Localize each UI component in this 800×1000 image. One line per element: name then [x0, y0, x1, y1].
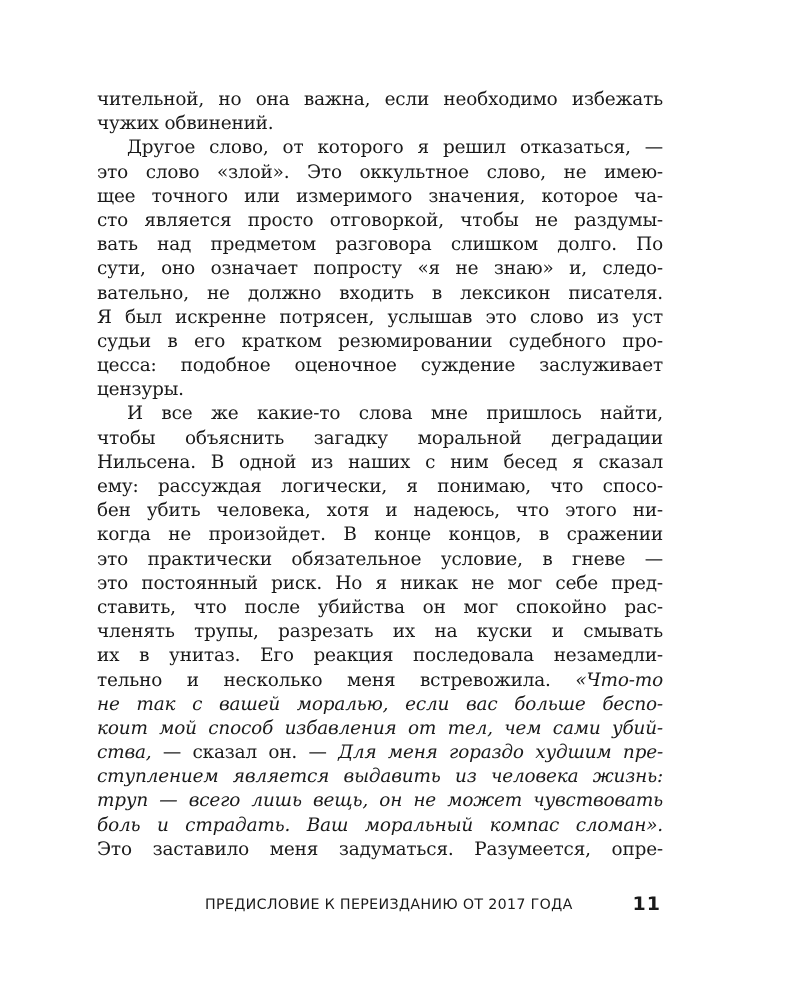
text-line: сто является просто отговоркой, чтобы не раздумы-: [97, 209, 663, 231]
text-line: цензуры.: [97, 379, 184, 401]
text-line: это слово «злой». Это оккультное слово, не имею-: [97, 161, 663, 183]
text-line: чтобы объяснить загадку моральной деградации: [97, 427, 663, 449]
page-number: 11: [632, 893, 661, 915]
italic-quote-line: коит мой способ избавления от тел, чем сами убий-: [97, 717, 663, 739]
text-line: цесса: подобное оценочное суждение заслуживает: [97, 355, 663, 377]
text-line: членять трупы, разрезать их на куски и смывать: [97, 621, 663, 643]
text-segment: — сказал он. —: [162, 742, 327, 764]
italic-quote-line: труп — всего лишь вещь, он не может чувствовать: [97, 790, 663, 812]
running-head: ПРЕДИСЛОВИЕ К ПЕРЕИЗДАНИЮ ОТ 2017 ГОДА: [205, 897, 573, 913]
text-line: ему: рассуждая логически, я понимаю, что спосо-: [97, 476, 663, 497]
italic-quote-segment: Для меня гораздо худшим пре-: [338, 742, 663, 764]
text-line: чительной, но она важна, если необходимо избежать: [97, 89, 663, 110]
text-line: когда не произойдет. В конце концов, в сражении: [97, 524, 663, 546]
body-text: [97, 88, 663, 862]
text-line: чужих обвинений.: [97, 113, 274, 135]
text-line-mixed: [97, 741, 663, 765]
text-line: Нильсена. В одной из наших с ним бесед я сказал: [97, 451, 663, 473]
text-line-mixed: [97, 669, 663, 693]
text-line: ставить, что после убийства он мог спокойно рас-: [97, 596, 663, 618]
page-footer: [205, 893, 665, 921]
italic-quote-segment: ства,: [97, 742, 152, 764]
text-line: вать над предметом разговора слишком долго. По: [97, 234, 663, 256]
italic-quote-line: боль и страдать. Ваш моральный компас сломан».: [97, 814, 663, 836]
text-line: вательно, не должно входить в лексикон писателя.: [97, 282, 663, 304]
paragraph-start-line: И все же какие-то слова мне пришлось найти,: [127, 403, 663, 425]
text-line: судьи в его кратком резюмировании судебного про-: [97, 330, 663, 352]
text-line: Я был искренне потрясен, услышав это слово из уст: [97, 306, 663, 328]
italic-quote-segment: «Что-то: [575, 669, 663, 691]
text-line: бен убить человека, хотя и надеюсь, что этого ни-: [97, 500, 663, 522]
text-segment: тельно и несколько меня встревожила.: [97, 669, 551, 691]
text-line: сути, оно означает попросту «я не знаю» и, следо-: [97, 258, 663, 280]
italic-quote-line: не так с вашей моралью, если вас больше беспо-: [97, 693, 663, 715]
text-line: их в унитаз. Его реакция последовала незамедли-: [97, 645, 663, 667]
text-line: Это заставило меня задуматься. Разумеется, опре-: [97, 838, 663, 860]
italic-quote-line: ступлением является выдавить из человека жизнь:: [97, 766, 663, 788]
text-line: щее точного или измеримого значения, которое ча-: [97, 185, 663, 207]
text-line: это постоянный риск. Но я никак не мог себе пред-: [97, 572, 663, 594]
paragraph-start-line: Другое слово, от которого я решил отказаться, —: [127, 137, 663, 159]
text-line: это практически обязательное условие, в гневе —: [97, 548, 663, 570]
